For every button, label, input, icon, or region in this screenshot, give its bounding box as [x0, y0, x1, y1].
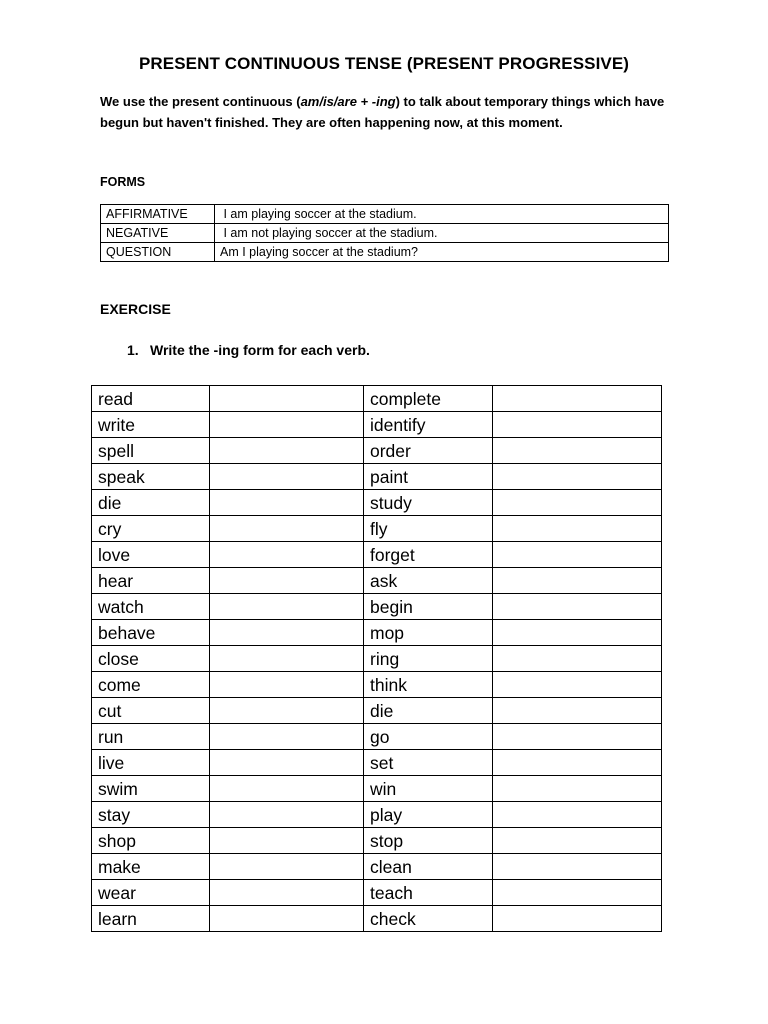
answer-cell[interactable]	[210, 464, 364, 490]
verb-cell: behave	[92, 620, 210, 646]
answer-cell[interactable]	[493, 724, 662, 750]
verb-row	[92, 776, 662, 802]
answer-cell[interactable]	[493, 750, 662, 776]
verb-row	[92, 750, 662, 776]
forms-row	[101, 224, 669, 243]
verb-cell: identify	[364, 412, 493, 438]
answer-cell[interactable]	[493, 516, 662, 542]
intro-text-end: ) to talk about temporary things which have begun but haven't finished. They are often happening now, at this moment.	[100, 94, 665, 130]
verb-cell: clean	[364, 854, 493, 880]
verb-cell: run	[92, 724, 210, 750]
verb-row	[92, 672, 662, 698]
verb-row	[92, 594, 662, 620]
answer-cell[interactable]	[210, 620, 364, 646]
answer-cell[interactable]	[493, 802, 662, 828]
verb-cell: complete	[364, 386, 493, 412]
verb-row	[92, 906, 662, 932]
answer-cell[interactable]	[493, 594, 662, 620]
answer-cell[interactable]	[493, 386, 662, 412]
answer-cell[interactable]	[493, 490, 662, 516]
verb-cell: win	[364, 776, 493, 802]
verb-cell: come	[92, 672, 210, 698]
verb-cell: mop	[364, 620, 493, 646]
exercise-instruction	[127, 342, 370, 358]
answer-cell[interactable]	[493, 906, 662, 932]
verb-row	[92, 698, 662, 724]
verb-row	[92, 620, 662, 646]
answer-cell[interactable]	[493, 828, 662, 854]
verb-cell: learn	[92, 906, 210, 932]
forms-row	[101, 205, 669, 224]
answer-cell[interactable]	[210, 568, 364, 594]
verb-cell: study	[364, 490, 493, 516]
verb-row	[92, 646, 662, 672]
verb-cell: cry	[92, 516, 210, 542]
forms-label-cell: AFFIRMATIVE	[101, 205, 215, 224]
verb-row	[92, 854, 662, 880]
verb-cell: think	[364, 672, 493, 698]
answer-cell[interactable]	[493, 412, 662, 438]
forms-example-cell: I am playing soccer at the stadium.	[215, 205, 669, 224]
answer-cell[interactable]	[493, 776, 662, 802]
verb-cell: check	[364, 906, 493, 932]
verb-cell: stay	[92, 802, 210, 828]
answer-cell[interactable]	[493, 672, 662, 698]
answer-cell[interactable]	[493, 542, 662, 568]
verb-row	[92, 542, 662, 568]
instruction-number: 1.	[127, 342, 139, 358]
answer-cell[interactable]	[210, 490, 364, 516]
answer-cell[interactable]	[493, 646, 662, 672]
forms-row	[101, 243, 669, 262]
verb-cell: stop	[364, 828, 493, 854]
forms-table	[100, 204, 669, 262]
intro-formula: am/is/are + -ing	[300, 94, 396, 109]
verb-cell: swim	[92, 776, 210, 802]
intro-text-start: We use the present continuous (	[100, 94, 301, 109]
answer-cell[interactable]	[493, 620, 662, 646]
verb-cell: play	[364, 802, 493, 828]
verb-cell: shop	[92, 828, 210, 854]
verb-cell: forget	[364, 542, 493, 568]
answer-cell[interactable]	[210, 516, 364, 542]
answer-cell[interactable]	[210, 438, 364, 464]
verb-row	[92, 412, 662, 438]
answer-cell[interactable]	[493, 568, 662, 594]
verb-cell: die	[92, 490, 210, 516]
verb-cell: write	[92, 412, 210, 438]
forms-example-cell: I am not playing soccer at the stadium.	[215, 224, 669, 243]
answer-cell[interactable]	[210, 646, 364, 672]
intro-paragraph	[100, 91, 680, 133]
verb-row	[92, 880, 662, 906]
verb-cell: hear	[92, 568, 210, 594]
verb-row	[92, 490, 662, 516]
answer-cell[interactable]	[493, 464, 662, 490]
answer-cell[interactable]	[210, 594, 364, 620]
verb-cell: cut	[92, 698, 210, 724]
verb-cell: watch	[92, 594, 210, 620]
verb-cell: speak	[92, 464, 210, 490]
answer-cell[interactable]	[210, 724, 364, 750]
answer-cell[interactable]	[210, 880, 364, 906]
answer-cell[interactable]	[210, 386, 364, 412]
answer-cell[interactable]	[210, 750, 364, 776]
page-title: PRESENT CONTINUOUS TENSE (PRESENT PROGRESSIVE)	[138, 54, 630, 73]
verb-cell: wear	[92, 880, 210, 906]
answer-cell[interactable]	[210, 854, 364, 880]
verb-cell: begin	[364, 594, 493, 620]
verb-row	[92, 724, 662, 750]
forms-label-cell: QUESTION	[101, 243, 215, 262]
verb-row	[92, 828, 662, 854]
instruction-text: Write the -ing form for each verb.	[150, 342, 370, 358]
answer-cell[interactable]	[210, 412, 364, 438]
verb-cell: die	[364, 698, 493, 724]
verb-cell: ring	[364, 646, 493, 672]
forms-heading: FORMS	[100, 175, 146, 189]
answer-cell[interactable]	[210, 802, 364, 828]
verb-row	[92, 802, 662, 828]
answer-cell[interactable]	[493, 698, 662, 724]
answer-cell[interactable]	[493, 880, 662, 906]
verb-cell: love	[92, 542, 210, 568]
verb-cell: fly	[364, 516, 493, 542]
verb-cell: spell	[92, 438, 210, 464]
verb-cell: ask	[364, 568, 493, 594]
forms-example-cell: Am I playing soccer at the stadium?	[215, 243, 669, 262]
verb-cell: go	[364, 724, 493, 750]
verb-row	[92, 516, 662, 542]
answer-cell[interactable]	[210, 828, 364, 854]
answer-cell[interactable]	[210, 672, 364, 698]
verb-cell: read	[92, 386, 210, 412]
verb-cell: set	[364, 750, 493, 776]
answer-cell[interactable]	[493, 854, 662, 880]
forms-label-cell: NEGATIVE	[101, 224, 215, 243]
exercise-heading: EXERCISE	[100, 301, 171, 317]
verb-cell: teach	[364, 880, 493, 906]
verb-cell: order	[364, 438, 493, 464]
answer-cell[interactable]	[493, 438, 662, 464]
verb-cell: make	[92, 854, 210, 880]
answer-cell[interactable]	[210, 776, 364, 802]
verb-row	[92, 568, 662, 594]
verb-cell: paint	[364, 464, 493, 490]
answer-cell[interactable]	[210, 542, 364, 568]
verb-cell: close	[92, 646, 210, 672]
answer-cell[interactable]	[210, 906, 364, 932]
verb-row	[92, 438, 662, 464]
verb-table	[91, 385, 662, 932]
verb-row	[92, 464, 662, 490]
verb-cell: live	[92, 750, 210, 776]
answer-cell[interactable]	[210, 698, 364, 724]
verb-row	[92, 386, 662, 412]
